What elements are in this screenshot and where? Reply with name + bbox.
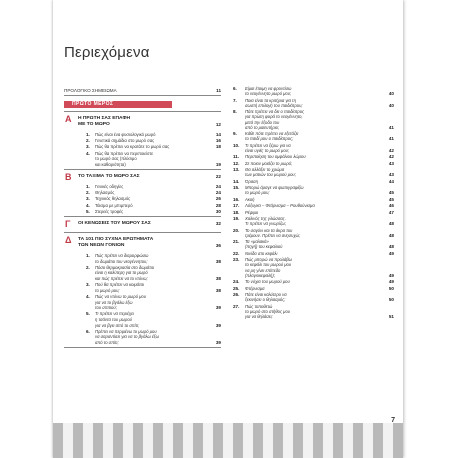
item-text: Ρέψιμο	[245, 209, 259, 215]
item-number: 1.	[86, 184, 90, 189]
item-number: 4.	[86, 202, 90, 208]
item-text: Πώς θα πρέπει να κρατάτε το μωρό σας	[95, 144, 170, 150]
item-page: 48	[388, 221, 394, 227]
item-text: Πώς πρέπει να διαμορφώσω	[95, 253, 149, 258]
item-text: το παιδί μου ο παιδίατρος;	[245, 136, 294, 142]
item-page: 45	[388, 190, 394, 196]
item-text: από το σπίτι;	[95, 340, 119, 345]
item-text: για να θηλάσει;	[245, 314, 273, 319]
item-text: Λόξυγκα – Φτάρνισμα – Ρουθούνισμα	[245, 203, 315, 209]
item-text: το μωρό μου;	[95, 287, 120, 293]
item-text: είναι η καλύτερη για το μωρό	[95, 270, 148, 276]
item-text: Θα αλλάξει το χρώμα	[245, 167, 285, 173]
item-text: Τι πρέπει να γνωρίζω;	[245, 221, 286, 227]
item-text: Περιποίηση του ομφάλιου λώρου	[245, 154, 306, 160]
item-text: είναι υγιές το μωρό μου;	[245, 148, 290, 153]
section-title: ΤΟ ΤΑΞΙΜΑ ΤΟ ΜΩΡΟ ΣΑΣ	[78, 174, 140, 179]
item-number: 24.	[233, 279, 240, 285]
page-number: 7	[391, 417, 395, 424]
item-page: 24	[215, 190, 221, 196]
item-page: 42	[388, 154, 394, 160]
section-page: 22	[215, 174, 221, 179]
item-page: 48	[388, 232, 394, 238]
decorative-stripes	[53, 423, 403, 458]
item-text: να σαραντίσει για να το βγάλω έξω	[95, 334, 159, 340]
item-number: 2.	[86, 264, 90, 270]
item-text: Πώς είναι ένα φυσιολογικό μωρό	[95, 132, 156, 137]
item-text: των ματιών του μωρού μου;	[245, 172, 296, 178]
item-number: 20.	[233, 227, 240, 233]
item-text: Πώς θα πρέπει να περιποιείστε	[95, 150, 154, 156]
item-text: Κάθε πότε πρέπει να εξετάζει	[245, 131, 299, 137]
item-text: Πότε πρέπει να δει ο παιδίατρος	[245, 109, 305, 115]
item-number: 1.	[86, 253, 90, 258]
item-text: το μωρό μου;	[245, 190, 270, 196]
item-number: 26.	[233, 292, 240, 297]
section-title: ΤΑ 101 ΠΙΟ ΣΥΧΝΑ ΕΡΩΤΗΜΑΤΑ	[78, 237, 154, 242]
section-title: ΤΩΝ ΝΕΩΝ ΓΟΝΙΩΝ	[78, 243, 125, 248]
item-text: και πώς πρέπει να το ντύνω;	[95, 276, 148, 281]
item-text: Γενετικά σημάδια στο μωρό σας	[95, 138, 155, 144]
item-text: Θηλασμός	[95, 190, 115, 196]
item-number: 6.	[86, 328, 90, 334]
item-number: 14.	[233, 178, 240, 184]
item-page: 50	[388, 285, 394, 291]
item-text: Τι πρέπει να ξέρω για να	[245, 142, 291, 148]
item-page: 38	[215, 276, 221, 281]
item-page: 14	[215, 132, 221, 137]
book-page	[53, 0, 403, 458]
item-number: 15.	[233, 185, 240, 191]
item-text: τρέμουν. Πρέπει να ανησυχώ;	[245, 232, 301, 238]
section-title: ΜΕ ΤΟ ΜΩΡΟ	[78, 122, 110, 127]
item-page: 26	[215, 196, 221, 202]
item-page: 45	[388, 196, 394, 202]
item-page: 49	[388, 279, 394, 285]
item-text: Πώς τοποθετώ	[245, 303, 273, 309]
section-page: 32	[215, 221, 221, 226]
item-text: το δωμάτιο του νεογέννητου;	[95, 258, 148, 264]
item-page: 42	[388, 148, 394, 153]
section-title: ΟΙ ΚΕΝΩΣΕΙΣ ΤΟΥ ΜΩΡΟΥ ΣΑΣ	[78, 221, 151, 226]
item-text: Είμαι έτοιμη να φροντίσω	[245, 86, 292, 91]
item-text: Τεχνικός θηλασμός	[95, 196, 131, 202]
item-text: το μωρό στο στήθος μου	[245, 308, 291, 314]
divider	[64, 111, 221, 112]
item-text: το κεφάλι του μωρού μου	[245, 262, 292, 268]
section-page: 12	[215, 122, 221, 127]
item-text: (πλαγιοκεφαλή);	[245, 272, 275, 278]
item-text: Μπορώ άραγε να φωτογραφίζω	[245, 185, 304, 191]
item-text: Όραση	[245, 178, 258, 184]
item-text: για να βγει από το σπίτι;	[95, 322, 140, 328]
page-title: Περιεχόμενα	[64, 44, 150, 61]
item-page: 39	[215, 305, 221, 311]
item-text: του σπιτιού;	[95, 305, 117, 311]
divider	[64, 95, 221, 96]
item-page: 41	[388, 136, 394, 142]
item-number: 2.	[86, 138, 90, 144]
item-text: Νινίδα στο κεφάλι	[245, 250, 278, 256]
item-page: 39	[215, 340, 221, 345]
item-page: 38	[215, 258, 221, 264]
item-page: 30	[215, 208, 221, 214]
item-number: 9.	[233, 131, 237, 137]
section-title: Η ΠΡΩΤΗ ΣΑΣ ΕΠΑΦΗ	[78, 116, 130, 121]
item-text: Πού θα πρέπει να κοιμάται	[95, 282, 144, 288]
item-page: 49	[388, 272, 394, 278]
item-page: 40	[388, 102, 394, 108]
item-text: μετά την έξοδο του	[245, 119, 280, 125]
item-number: 1.	[86, 132, 90, 137]
divider	[64, 232, 221, 233]
item-text: Ακοή	[245, 196, 255, 202]
item-text: Τάισμα με μπιμπερό	[95, 202, 133, 208]
item-text: Σε ποιον μοιάζει το μωρό;	[245, 160, 293, 166]
item-text: Το νύχια του μωρού μου	[245, 279, 290, 285]
item-number: 13.	[233, 167, 240, 173]
item-page: 50	[388, 297, 394, 303]
item-text: σωστή επιλογή του παιδιάτρου;	[245, 102, 303, 108]
section-letter: Α	[65, 114, 72, 124]
item-number: 3.	[86, 282, 90, 288]
item-page: 41	[388, 124, 394, 130]
section-letter: Β	[65, 172, 72, 182]
item-number: 3.	[86, 196, 90, 202]
item-page: 38	[215, 287, 221, 293]
item-number: 6.	[233, 86, 237, 91]
item-number: 4.	[86, 150, 90, 156]
item-number: 21.	[233, 239, 240, 245]
item-text: ξεκινήσει ο θηλασμός;	[245, 297, 286, 303]
item-text: το νεογέννητο μωρό μου;	[245, 91, 292, 97]
item-page: 39	[215, 322, 221, 328]
item-text: η τσάντα του μωρού	[95, 317, 132, 322]
section-letter: Δ	[65, 235, 72, 245]
item-text: και καθαριότητα)	[95, 161, 126, 167]
item-page: 28	[215, 202, 221, 208]
item-page: 24	[215, 184, 221, 189]
item-text: Τι πρέπει να περιέχει	[95, 311, 134, 317]
item-text: από το μαιευτήριο;	[245, 124, 280, 130]
item-text: το μωρό σας (πλύσιμο	[95, 156, 137, 162]
item-number: 3.	[86, 144, 90, 150]
part-banner: ΠΡΩΤΟ ΜΕΡΟΣ	[64, 101, 172, 108]
item-number: 12.	[233, 160, 240, 166]
item-number: 5.	[86, 311, 90, 317]
item-text: Πώς να ντύνω το μωρό μου	[95, 294, 146, 299]
item-number: 5.	[86, 208, 90, 214]
section-page: 36	[215, 243, 221, 248]
divider	[64, 347, 221, 348]
item-number: 22.	[233, 250, 240, 256]
section-letter: Γ	[65, 219, 71, 229]
divider	[64, 216, 221, 217]
item-number: 18.	[233, 209, 240, 215]
item-number: 23.	[233, 257, 240, 263]
item-number: 10.	[233, 142, 240, 148]
item-page: 43	[388, 172, 394, 178]
item-page: 43	[388, 160, 394, 166]
item-text: Πότε είναι καλύτερο να	[245, 292, 287, 297]
item-page: 44	[388, 178, 394, 184]
item-number: 16.	[233, 196, 240, 202]
item-text: Πόσο θερμοκρασία στο δωμάτιο	[95, 264, 155, 270]
item-number: 7.	[233, 97, 237, 103]
item-number: 2.	[86, 190, 90, 196]
item-page: 19	[215, 161, 221, 167]
item-text: Στερεές τροφές	[95, 208, 124, 214]
prologue-page: 11	[216, 88, 221, 93]
item-text: Φτέρνισμα	[245, 285, 265, 291]
item-page: 16	[215, 138, 221, 144]
item-number: 19.	[233, 216, 240, 221]
prologue-label: ΠΡΟΛΟΓΙΚΟ ΣΗΜΕΙΩΜΑ	[64, 88, 117, 93]
item-text: για πρώτη φορά το νεογέννητο,	[245, 114, 303, 120]
divider	[64, 169, 221, 170]
item-number: 25.	[233, 285, 240, 291]
item-text: Το σαγόνι και τα άκρα του	[245, 227, 293, 233]
item-page: 46	[388, 203, 394, 209]
item-text: Χαλινός της γλώσσας.	[245, 216, 286, 221]
item-number: 27.	[233, 303, 240, 309]
item-text: Τα «μαλακά»	[245, 239, 269, 245]
item-page: 51	[388, 314, 394, 319]
item-text: για να το βγάλω έξω	[95, 299, 133, 305]
item-number: 17.	[233, 203, 240, 209]
item-page: 18	[215, 144, 221, 150]
item-page: 49	[388, 250, 394, 256]
item-page: 47	[388, 209, 394, 215]
item-text: Πρέπει να περιμένω το μωρό μου	[95, 328, 157, 334]
item-page: 40	[388, 91, 394, 97]
item-text: να μη γίνει επίπεδο	[245, 267, 281, 273]
item-text: Ποια είναι τα κριτήρια για τη	[245, 97, 296, 103]
item-text: (πηγή) του κεφαλιού	[245, 244, 283, 250]
item-number: 8.	[233, 109, 237, 115]
item-text: Πώς μπορώ να προλάβω	[245, 257, 292, 263]
item-number: 4.	[86, 294, 90, 299]
item-number: 11.	[233, 154, 240, 160]
item-page: 48	[388, 244, 394, 250]
item-text: Γενικές οδηγίες	[95, 184, 124, 189]
